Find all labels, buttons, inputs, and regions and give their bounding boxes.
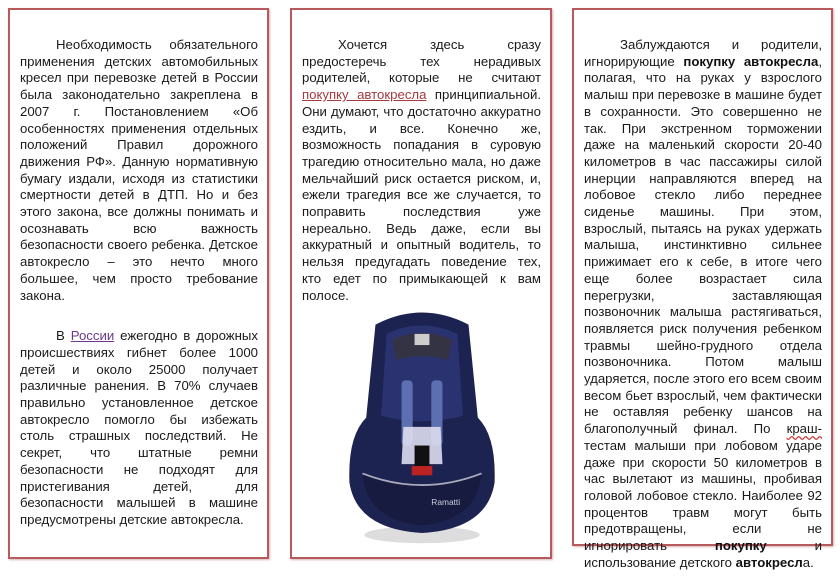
- buy-car-seat-link[interactable]: покупку автокресла: [302, 87, 427, 103]
- text: и использование детского: [584, 538, 822, 570]
- spellcheck-word: краш-: [786, 421, 822, 437]
- column-1-box: [8, 8, 269, 559]
- column-2-box: [290, 8, 552, 559]
- car-seat-image: [337, 306, 507, 546]
- bold-text: покупку автокресла: [683, 53, 819, 69]
- column-2-text: [302, 37, 541, 304]
- paragraph-law: Необходимость обязательного применения детских автомобильных кресел при перевозке детей в России была законодательно закреплена в 2007 г. Постановлением «Об особенностях применения отдельных положений Правил дорожного движения РФ». Данную нормативную бумагу издали, исходя из статистики смертности детей в ДТП. Но и без этого закона, все должны понимать и осознавать всю важность безопасности своего ребенка. Детское автокресло – это нечто много большее, чем просто требование закона.: [20, 37, 258, 303]
- russia-link[interactable]: России: [70, 328, 115, 344]
- bold-text: покупку: [714, 538, 767, 554]
- text: В: [56, 328, 71, 344]
- column-3-box: [572, 8, 833, 570]
- text: принципиальной. Они думают, что достаточно аккуратно ездить, и все. Конечно же, возможность попадания в суровую трагедию относительно мала, но даже мельчайший риск остается риском, и, ежели трагедия все же случается, то поправить последствия уже нереально. Ведь даже, если вы аккуратный и опытный водитель, то нельзя предугадать поведение тех, кто едет по примыкающей к вам полосе.: [302, 87, 541, 303]
- bold-text: автокресл: [735, 554, 803, 570]
- text: тестам малыши при лобовом ударе даже при скорости 50 километров в час вылетают из машины, пробивая головой лобовое стекло. Наиболее 92 процентов травм могут быть предотвращены, если не игнорировать: [584, 437, 822, 554]
- text: Хочется здесь сразу предостеречь тех нерадивых родителей, которые не считают: [302, 37, 541, 86]
- text: а.: [802, 554, 814, 570]
- text: , полагая, что на руках у взрослого малыш при перевозке в машине будет в сохранности. Это совершенно не так. При экстренном торможении даже на маленький скорости 20-40 километров в час пассажиры силой инерции направляются вперед на лобовое стекло либо переднее сиденье машины. При этом, взрослый, пытаясь на руках удержать малыша, инстинктивно сильнее прижимает его к себе, в итоге чего еще более возрастает сила перегрузки, заставляющая позвоночник малыша растягиваться, появляется риск получения ребенком травмы шейно-грудного отдела позвоночника. Потом малыш ударяется, после этого его всем своим весом бьет взрослый, чем фактически не оставляя ребенку шансов на благополучный финал. По: [584, 53, 822, 437]
- column-1-text-2: [20, 328, 258, 528]
- column-3-text: [584, 37, 822, 572]
- text: Заблуждаются и родители, игнорирующие: [584, 37, 822, 69]
- paragraph-warning: [302, 37, 541, 304]
- text: ежегодно в дорожных происшествиях гибнет более 1000 детей и около 25000 получает различные ранения. В 70% случаев правильно установленное детское автокресло помогло бы избежать столь страшных последствий. Не секрет, что штатные ремни безопасности не подходят для пристегивания детей, для безопасности малышей в машине предусмотрены детские автокресла.: [20, 328, 258, 527]
- paragraph-statistics: [20, 328, 258, 528]
- paragraph-misconception: [584, 37, 822, 572]
- brand-logo: Ramatti: [430, 497, 460, 508]
- column-1-text: [20, 37, 258, 304]
